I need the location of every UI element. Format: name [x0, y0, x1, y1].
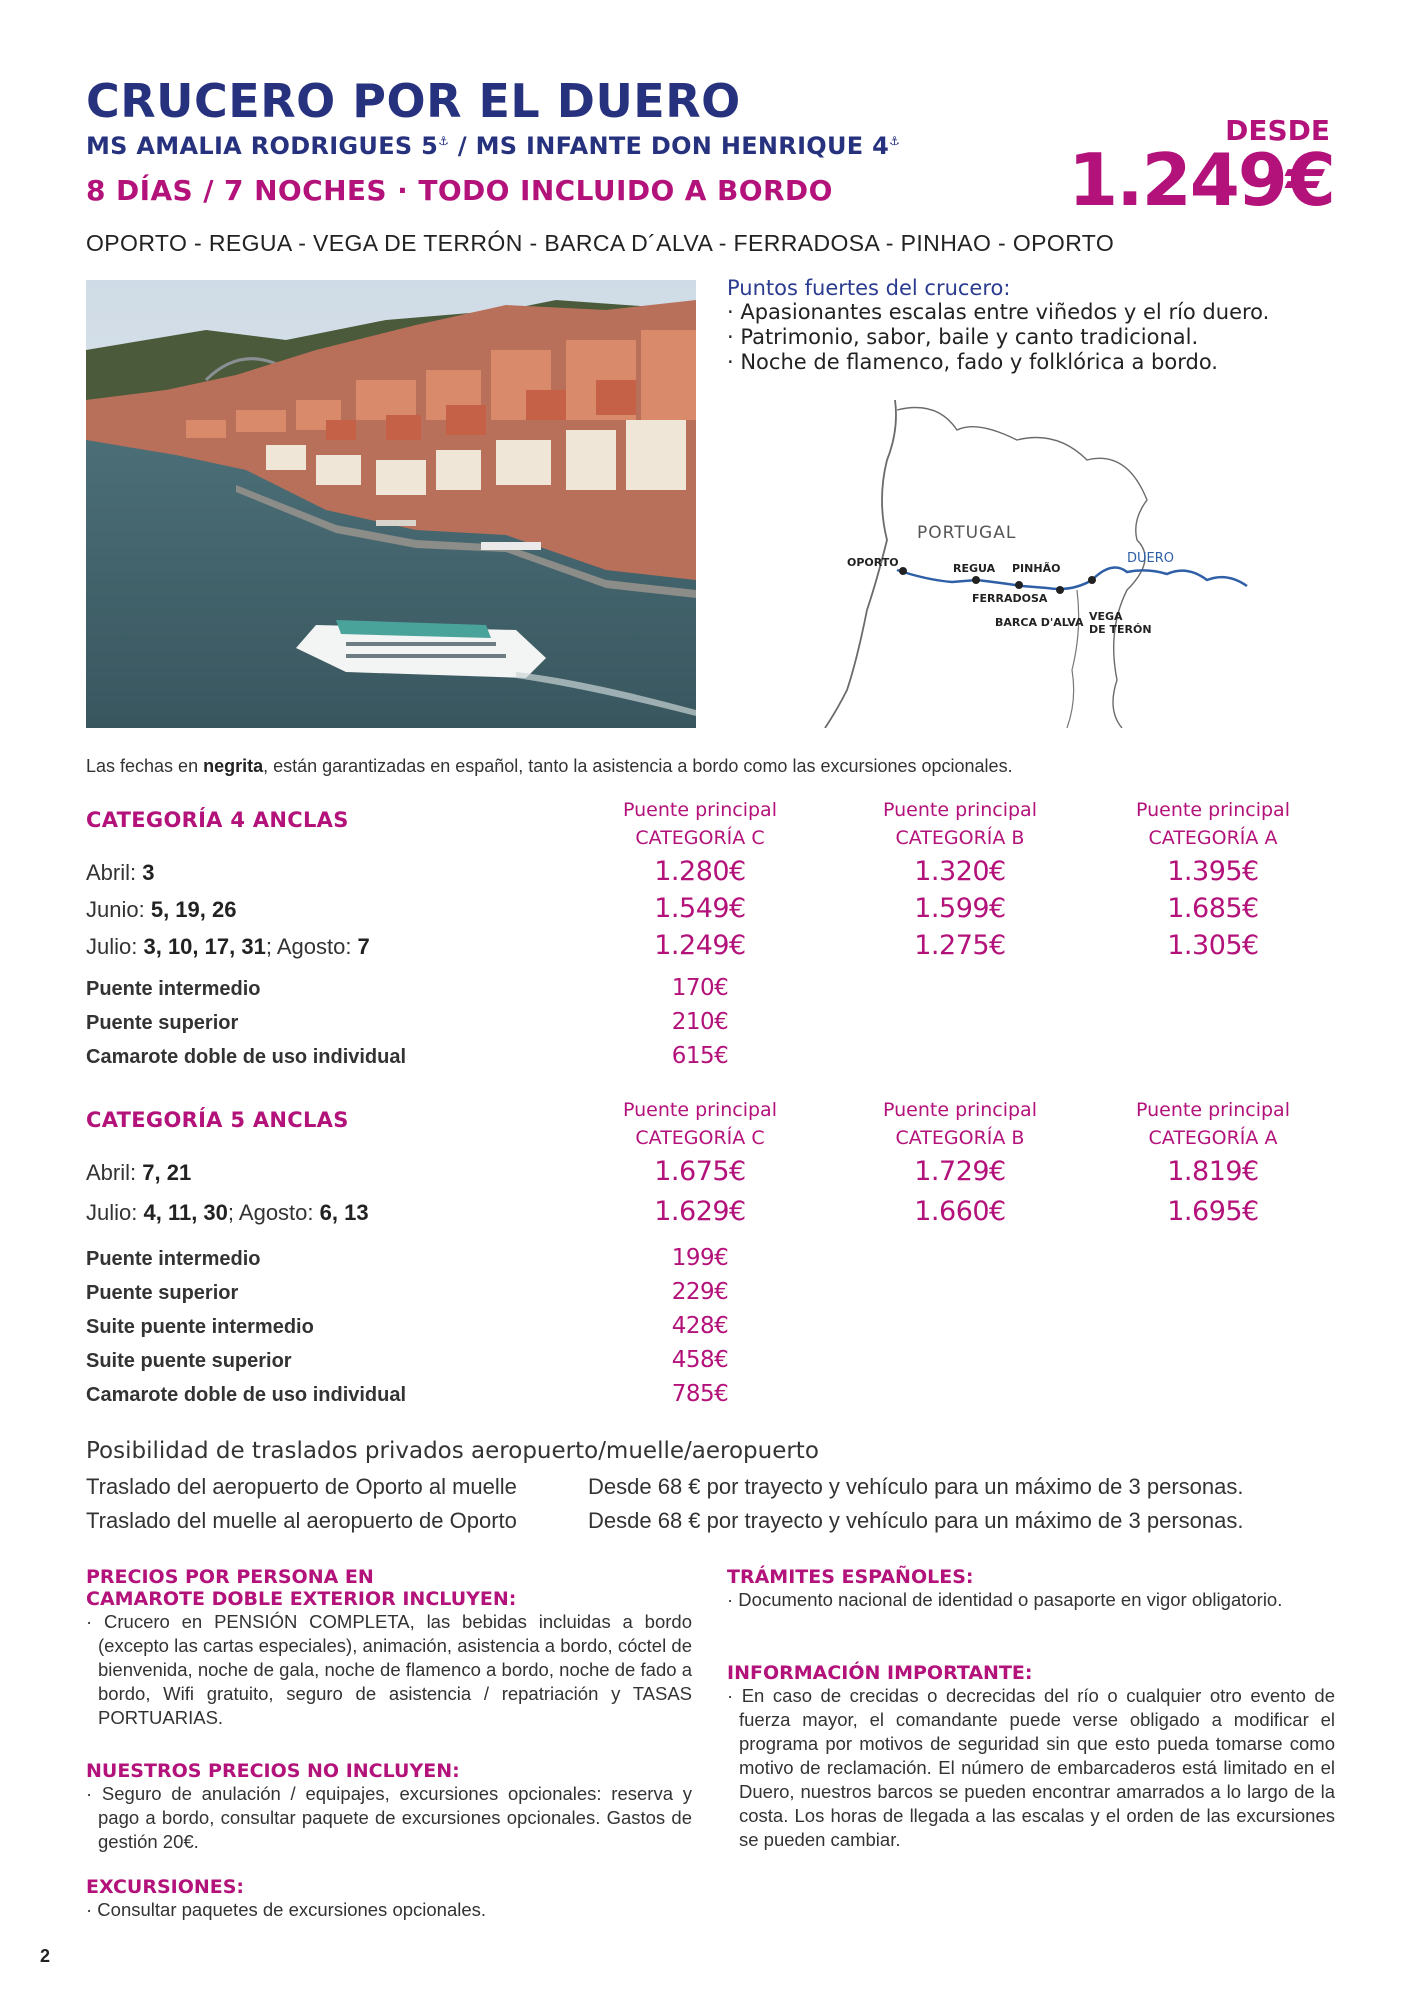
supplement-price: 428€	[671, 1313, 729, 1339]
price-cell: 1.629€	[654, 1196, 746, 1227]
highlights-title: Puntos fuertes del crucero:	[727, 276, 1011, 300]
porto-river-photo	[86, 280, 696, 728]
not-included-body: · Seguro de anulación / equipajes, excursiones opcionales: reserva y pago a bordo, consultar paquete de excursiones opcionales. Gastos de gestión 20€.	[86, 1783, 692, 1852]
supplement-label: Suite puente intermedio	[86, 1316, 314, 1338]
price-from-value: 1.249€	[1068, 138, 1334, 222]
supplement-price: 199€	[671, 1245, 729, 1271]
price-cell: 1.685€	[1167, 893, 1259, 924]
category-5-title: CATEGORÍA 5 ANCLAS	[86, 1108, 349, 1132]
supplement-label: Puente intermedio	[86, 1248, 261, 1270]
date-row-label: Junio: 5, 19, 26	[86, 897, 237, 922]
supplement-label: Suite puente superior	[86, 1350, 292, 1372]
price-cell: 1.320€	[914, 856, 1006, 887]
column-header-a: Puente principal CATEGORÍA A	[1136, 1099, 1290, 1149]
supplement-price: 458€	[671, 1347, 729, 1373]
transfer-description: Desde 68 € por trayecto y vehículo para un máximo de 3 personas.	[588, 1474, 1244, 1499]
anchor-icon: ⚓	[438, 134, 450, 148]
price-cell: 1.549€	[654, 893, 746, 924]
map-label-vega: VEGA	[1089, 610, 1123, 623]
date-row-label: Julio: 4, 11, 30; Agosto: 6, 13	[86, 1200, 369, 1225]
excursions-body: · Consultar paquetes de excursiones opcionales.	[86, 1899, 487, 1920]
date-row-label: Abril: 7, 21	[86, 1160, 192, 1185]
highlight-item: · Apasionantes escalas entre viñedos y el río duero.	[727, 300, 1270, 324]
supplement-label: Camarote doble de uso individual	[86, 1384, 407, 1406]
supplement-price: 229€	[671, 1279, 729, 1305]
highlight-item: · Noche de flamenco, fado y folklórica a bordo.	[727, 350, 1218, 374]
trip-duration: 8 DÍAS / 7 NOCHES · TODO INCLUIDO A BORDO	[86, 174, 833, 207]
dates-note: Las fechas en negrita, están garantizadas en español, tanto la asistencia a bordo como las excursiones opcionales.	[86, 756, 1013, 776]
supplement-label: Puente superior	[86, 1282, 239, 1304]
map-label-pinhao: PINHÃO	[1012, 562, 1061, 575]
documents-body: · Documento nacional de identidad o pasaporte en vigor obligatorio.	[727, 1589, 1283, 1610]
map-label-regua: REGUA	[953, 562, 996, 575]
price-from-label: DESDE	[1225, 114, 1330, 147]
price-cell: 1.599€	[914, 893, 1006, 924]
column-header-c: Puente principal CATEGORÍA C	[623, 1099, 777, 1149]
map-label-oporto: OPORTO	[847, 556, 899, 569]
itinerary-route: OPORTO - REGUA - VEGA DE TERRÓN - BARCA D´ALVA - FERRADOSA - PINHAO - OPORTO	[86, 230, 1115, 256]
includes-heading-2: CAMAROTE DOBLE EXTERIOR INCLUYEN:	[86, 1588, 517, 1610]
excursions-section	[86, 1876, 692, 1922]
price-cell: 1.695€	[1167, 1196, 1259, 1227]
transfers-title: Posibilidad de traslados privados aeropuerto/muelle/aeropuerto	[86, 1438, 819, 1464]
ship-name-2: / MS INFANTE DON HENRIQUE 4	[449, 132, 890, 160]
price-cell: 1.280€	[654, 856, 746, 887]
important-info-body: · En caso de crecidas o decrecidas del río o cualquier otro evento de fuerza mayor, el comandante puede verse obligado a modificar el programa por motivos de seguridad sin que esto pueda tomarse como motivo de reclamación. El número de embarcaderos está limitado en el Duero, nuestros barcos se pueden encontrar amarrados a lo largo de la costa. Los horas de llegada a las escalas y el orden de las excursiones se pueden cambiar.	[727, 1685, 1335, 1850]
map-label-country: PORTUGAL	[917, 523, 1017, 543]
price-cell: 1.395€	[1167, 856, 1259, 887]
transfer-label: Traslado del aeropuerto de Oporto al muelle	[86, 1474, 517, 1499]
map-label-barca: BARCA D'ALVA	[995, 616, 1084, 629]
supplement-label: Camarote doble de uso individual	[86, 1046, 407, 1068]
column-header-b: Puente principal CATEGORÍA B	[883, 799, 1037, 849]
date-row-label: Julio: 3, 10, 17, 31; Agosto: 7	[86, 934, 370, 959]
supplement-price: 785€	[671, 1381, 729, 1407]
date-row-label: Abril: 3	[86, 860, 155, 885]
supplement-price: 210€	[671, 1009, 729, 1035]
price-cell: 1.305€	[1167, 930, 1259, 961]
price-cell: 1.729€	[914, 1156, 1006, 1187]
map-label-vega-2: DE TERÓN	[1089, 623, 1152, 636]
supplement-price: 170€	[671, 975, 729, 1001]
page-number: 2	[40, 1946, 51, 1966]
ship-name-1: MS AMALIA RODRIGUES 5	[86, 132, 439, 160]
transfer-label: Traslado del muelle al aeropuerto de Oporto	[86, 1508, 517, 1533]
includes-section	[86, 1566, 692, 1730]
price-cell: 1.275€	[914, 930, 1006, 961]
important-info-section	[727, 1662, 1335, 1852]
column-header-b: Puente principal CATEGORÍA B	[883, 1099, 1037, 1149]
documents-section	[727, 1566, 1335, 1612]
price-cell: 1.819€	[1167, 1156, 1259, 1187]
price-cell: 1.249€	[654, 930, 746, 961]
price-cell: 1.660€	[914, 1196, 1006, 1227]
transfer-description: Desde 68 € por trayecto y vehículo para un máximo de 3 personas.	[588, 1508, 1244, 1533]
route-map	[727, 390, 1337, 728]
not-included-section	[86, 1760, 692, 1854]
map-label-ferradosa: FERRADOSA	[972, 592, 1048, 605]
documents-heading: TRÁMITES ESPAÑOLES:	[727, 1566, 974, 1588]
supplement-price: 615€	[671, 1043, 729, 1069]
excursions-heading: EXCURSIONES:	[86, 1876, 245, 1898]
cruise-highlights	[727, 276, 1347, 375]
category-4-title: CATEGORÍA 4 ANCLAS	[86, 808, 349, 832]
supplement-label: Puente superior	[86, 1012, 239, 1034]
includes-body: · Crucero en PENSIÓN COMPLETA, las bebidas incluidas a bordo (excepto las cartas especiales), animación, asistencia a bordo, cóctel de bienvenida, noche de gala, noche de flamenco a bordo, noche de fado a bordo, Wifi gratuito, seguro de asistencia / repatriación y TASAS PORTUARIAS.	[86, 1611, 692, 1728]
page-title: CRUCERO POR EL DUERO	[86, 74, 741, 128]
not-included-heading: NUESTROS PRECIOS NO INCLUYEN:	[86, 1760, 460, 1782]
important-info-heading: INFORMACIÓN IMPORTANTE:	[727, 1662, 1033, 1684]
supplement-label: Puente intermedio	[86, 978, 261, 1000]
ship-names	[86, 132, 900, 160]
column-header-a: Puente principal CATEGORÍA A	[1136, 799, 1290, 849]
includes-heading: PRECIOS POR PERSONA EN	[86, 1566, 374, 1588]
anchor-icon: ⚓	[889, 134, 901, 148]
map-label-river: DUERO	[1127, 551, 1175, 566]
highlight-item: · Patrimonio, sabor, baile y canto tradicional.	[727, 325, 1199, 349]
column-header-c: Puente principal CATEGORÍA C	[623, 799, 777, 849]
price-cell: 1.675€	[654, 1156, 746, 1187]
